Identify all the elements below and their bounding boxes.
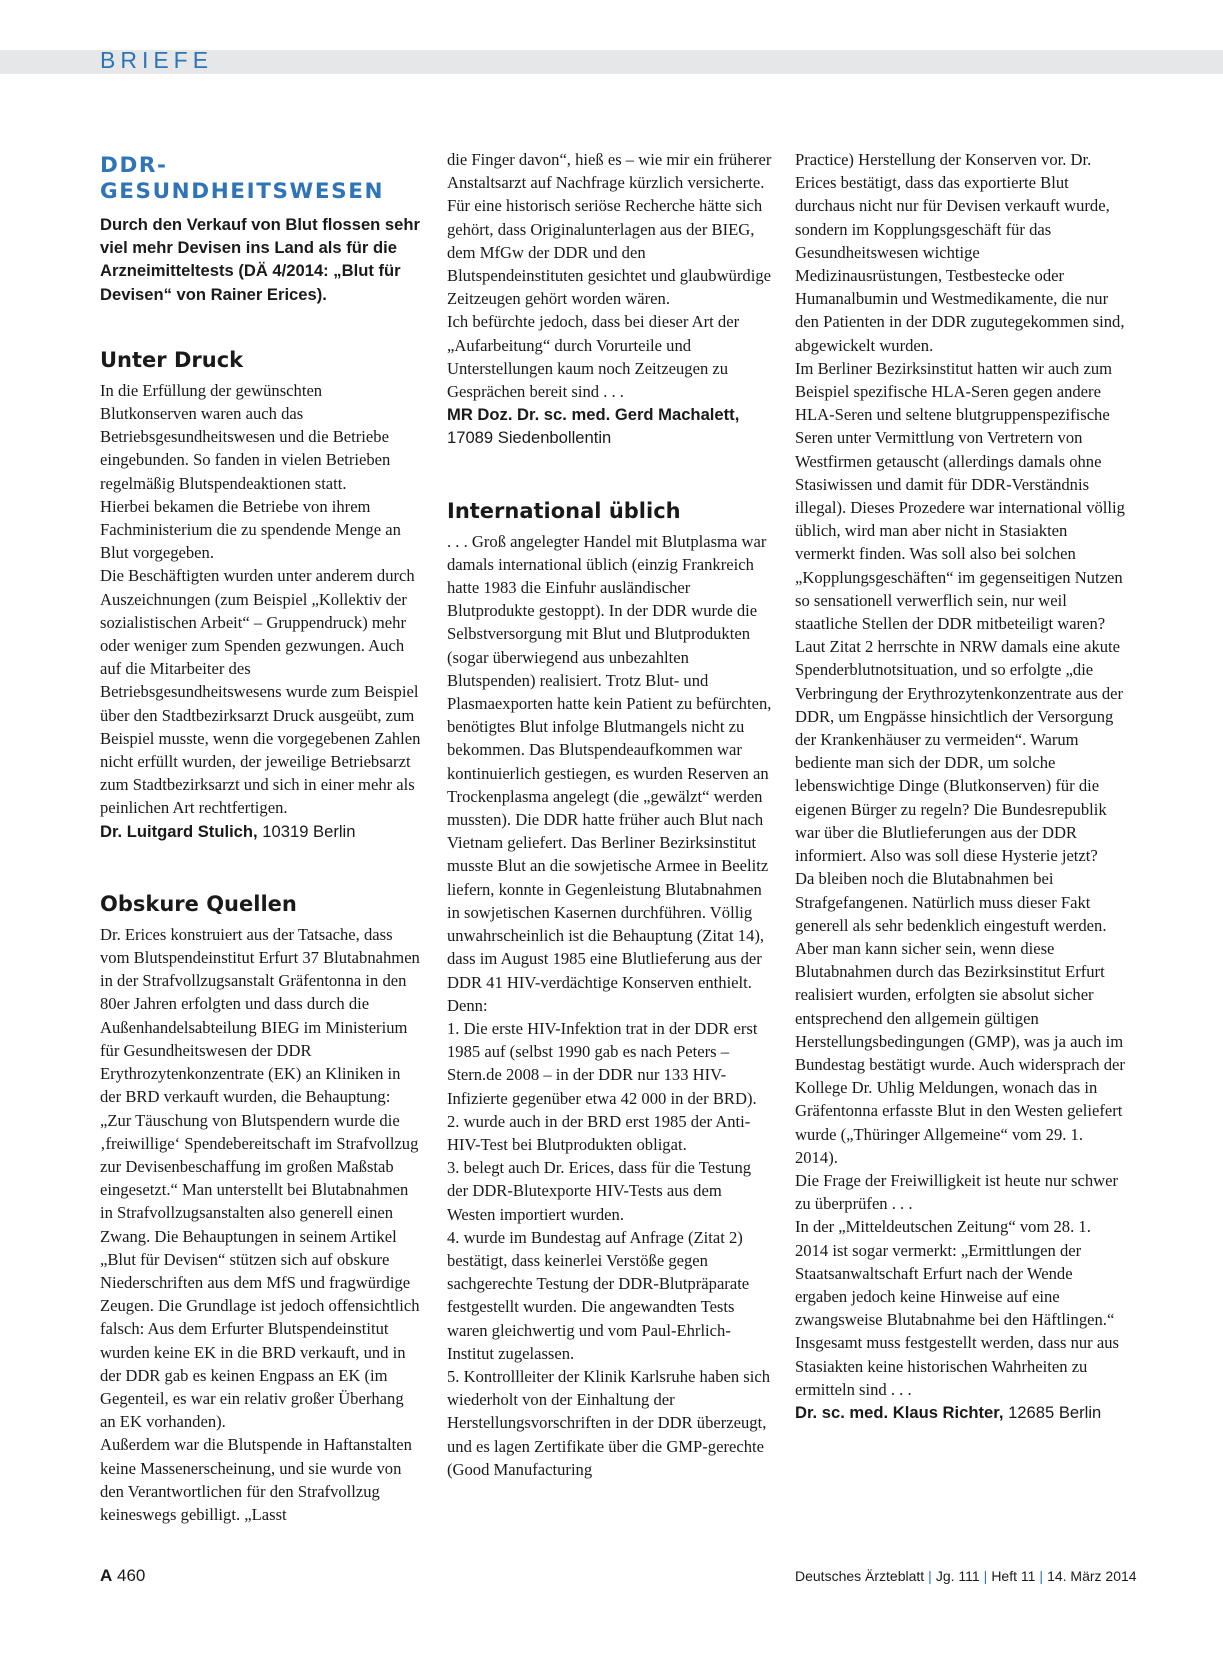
paragraph: 1. Die erste HIV-Infektion trat in der DDR erst 1985 auf (selbst 1990 gab es nach Peters – Stern.de 2008 – in der DDR nur 133 HIV-Infizierte gegenüber etwa 42 000 in der BRD). [447,1018,758,1108]
paragraph: Dr. Erices konstruiert aus der Tatsache, dass vom Blutspendeinstitut Erfurt 37 Blutabnahmen in der Strafvollzugsanstalt Gräfentonna in den 80er Jahren erfolgten und dass durch die Außenhandelsabteilung BIEG im Ministerium für Gesundheitswesen der DDR Erythrozytenkonzentrate (EK) an Kliniken in der BRD verkauft wurden, die Behauptung: „Zur Täuschung von Blutspendern wurde die ‚freiwillige‘ Spendebereitschaft im Strafvollzug zur Devisenbeschaffung im großen Maßstab eingesetzt.“ Man unterstellt bei Blutabnahmen in Strafvollzugsanstalten also generell einen Zwang. Die Behauptungen in seinem Artikel „Blut für Devisen“ stützen sich auf obskure Niederschriften aus dem MfS und fragwürdige Zeugen. Die Grundlage ist jedoch offensichtlich falsch: Aus dem Erfurter Blutspendeinstitut wurden keine EK in die BRD verkauft, und in der DDR gab es keinen Engpass an EK (im Gegenteil, es war ein relativ großer Überhang an EK vorhanden). [100,924,420,1432]
section-label: BRIEFE [100,47,214,73]
author-place: 10319 Berlin [262,821,356,841]
paragraph: In die Erfüllung der gewünschten Blutkonserven waren auch das Betriebsgesundheitswesen und die Betriebe eingebunden. So fanden in vielen Betrieben regelmäßig Blutspendeaktionen statt. [100,380,391,493]
paragraph: Da bleiben noch die Blutabnahmen bei Strafgefangenen. Natürlich muss dieser Fakt generell als sehr bedenklich eingestuft werden. Aber man kann sicher sein, wenn diese Blutabnahmen durch das Bezirksinstitut Erfurt realisiert wurden, erfolgten sie absolut sicher entsprechend den allgemein gültigen Herstellungsbedingungen (GMP), was ja auch im Bundestag bestätigt wurde. Auch widersprach der Kollege Dr. Uhlig Meldungen, wonach das in Gräfentonna erfasste Blut in den Westen geliefert wurde („Thüringer Allgemeine“ vom 29. 1. 2014). [795,869,1125,1167]
journal-name: Deutsches Ärzteblatt [795,1568,925,1584]
journal-volume: Jg. 111 [935,1568,980,1584]
rubric-title: DDR-GESUNDHEITSWESEN [100,153,385,204]
letter-author [447,403,773,449]
page-number [100,1566,145,1586]
paragraph: In der „Mitteldeutschen Zeitung“ vom 28. 1. 2014 ist sogar vermerkt: „Ermittlungen der Staatsanwaltschaft Erfurt nach der Wende ergaben jedoch keine Hinweise auf eine zwangsweise Blutabnahme bei den Häftlingen.“ [795,1217,1115,1330]
paragraph: Hierbei bekamen die Betriebe von ihrem Fachministerium die zu spendende Menge an Blut vorgegeben. [100,496,401,563]
paragraph: Im Berliner Bezirksinstitut hatten wir auch zum Beispiel spezifische HLA-Seren gegen andere HLA-Seren und seltene blutgruppenspezifische Seren unter Vermittlung von Vertretern von Westfirmen getauscht (allerdings damals ohne Stasiwissen und damit für DDR-Verständnis illegal). Dieses Prozedere war international völlig üblich, wird man aber nicht in Stasiakten vermerkt finden. Was soll also bei solchen „Kopplungsgeschäften“ im gegenseitigen Nutzen so sensationell verwerflich sein, nur weil staatliche Stellen der DDR mitbeteiligt waren? Laut Zitat 2 herrschte in NRW damals eine akute Spenderblutnotsituation, und so erfolgte „die Verbringung der Erythrozytenkonzentrate aus der DDR, um Engpässe hinsichtlich der Versorgung der Krankenhäuser zu vermeiden“. Warum bediente man sich der DDR, um solche lebenswichtige Dinge (Blutkonserven) für die eigenen Bürger zu regeln? Die Bundesrepublik war über die Blutlieferungen aus der DDR informiert. Also was soll diese Hysterie jetzt? [795,358,1125,866]
column-3 [795,148,1126,1424]
paragraph: Außerdem war die Blutspende in Haftanstalten keine Massenerscheinung, und sie wurde von den Verantwortlichen für den Strafvollzug keineswegs gebilligt. „Lasst [100,1435,412,1524]
letter-heading: International üblich [447,498,681,523]
paragraph: 4. wurde im Bundestag auf Anfrage (Zitat 2) bestätigt, dass keinerlei Verstöße gegen sachgerechte Testung der DDR-Blutpräparate festgestellt wurden. Die angewandten Tests waren gleichwertig und vom Paul-Ehrlich-Institut zugelassen. [447,1227,750,1363]
footer-info [795,1568,1137,1584]
paragraph: 3. belegt auch Dr. Erices, dass für die Testung der DDR-Blutexporte HIV-Tests aus dem Westen importiert wurden. [447,1158,752,1224]
paragraph: . . . Groß angelegter Handel mit Blutplasma war damals international üblich (einzig Frankreich hatte 1983 die Einfuhr ausländischer Blutprodukte gestoppt). In der DDR wurde die Selbstversorgung mit Blut und Blutprodukten (sogar überwiegend aus unbezahlten Blutspenden) realisiert. Trotz Blut- und Plasmaexporten hatte kein Patient zu befürchten, benötigtes Blut infolge Blutmangels nicht zu bekommen. Das Blutspendeaufkommen war kontinuierlich gestiegen, es wurden Reserven an Trockenplasma angelegt (die „gewälzt“ werden mussten). Die DDR hatte früher auch Blut nach Vietnam geliefert. Das Berliner Bezirksinstitut musste Blut an die sowjetische Armee in Beelitz liefern, konnte in Gegenleistung Blutabnahmen in sowjetischen Kasernen durchführen. Völlig unwahrscheinlich ist die Behauptung (Zitat 14), dass im August 1985 eine Blutlieferung aus der DDR 41 HIV-verdächtige Konserven enthielt. Denn: [447,531,772,1015]
paragraph: 5. Kontrollleiter der Klinik Karlsruhe haben sich wiederholt von der Einhaltung der Herstellungsvorschriften in der DDR überzeugt, und es lagen Zertifikate über die GMP-gerechte (Good Manufacturing [447,1366,771,1479]
letter-author [100,820,422,843]
paragraph: Practice) Herstellung der Konserven vor. Dr. Erices bestätigt, dass das exportierte Blut durchaus nicht nur für Devisen verkauft wurde, sondern im Kopplungsgeschäft für das Gesundheitswesen wichtige Medizinausrüstungen, Testbestecke oder Humanalbumin und Westmedikamente, die nur den Patienten in der DDR zugutegekommen sind, abgewickelt wurden. [795,150,1125,355]
author-name: Dr. sc. med. Klaus Richter, [795,1402,1004,1422]
letter-heading: Unter Druck [100,347,244,372]
page-number-value: 460 [117,1566,146,1585]
paragraph: 2. wurde auch in der BRD erst 1985 der Anti-HIV-Test bei Blutprodukten obligat. [447,1111,751,1154]
author-place: 12685 Berlin [1008,1402,1102,1422]
paragraph: Insgesamt muss festgestellt werden, dass nur aus Stasiakten keine historischen Wahrheiten zu ermitteln sind . . . [795,1333,1119,1399]
paragraph: Die Beschäftigten wurden unter anderem durch Auszeichnungen (zum Beispiel „Kollektiv der sozialistischen Arbeit“ – Gruppendruck) mehr oder weniger zum Spenden gezwungen. Auch auf die Mitarbeiter des Betriebsgesundheitswesens wurde zum Beispiel über den Stadtbezirksarzt Druck ausgeübt, zum Beispiel musste, wenn die vorgegebenen Zahlen nicht erfüllt wurden, der jeweilige Betriebsarzt zum Stadtbezirksarzt und sich in einer mehr als peinlichen Art rechtfertigen. [100,566,421,818]
author-place: 17089 Siedenbollentin [447,428,612,448]
author-name: Dr. Luitgard Stulich, [100,821,258,841]
journal-date: 14. März 2014 [1047,1568,1137,1584]
paragraph: Ich befürchte jedoch, dass bei dieser Art der „Aufarbeitung“ durch Vorurteile und Unterstellungen kaum noch Zeitzeugen zu Gesprächen bereit sind . . . [447,312,740,402]
author-name: MR Doz. Dr. sc. med. Gerd Machalett, [447,405,740,425]
column-2 [447,148,773,1481]
letter-author [795,1401,1126,1424]
journal-issue: Heft 11 [991,1568,1036,1584]
letter-heading: Obskure Quellen [100,891,297,916]
paragraph: Die Frage der Freiwilligkeit ist heute nur schwer zu überprüfen . . . [795,1170,1119,1214]
page-prefix: A [100,1566,113,1585]
paragraph: die Finger davon“, hieß es – wie mir ein früherer Anstaltsarzt auf Nachfrage kürzlich versicherte. Für eine historisch seriöse Recherche hätte sich gehört, dass Originalunterlagen aus der BIEG, dem MfGw der DDR und den Blutspendeinstituten gesichtet und glaubwürdige Zeitzeugen gehört worden wären. [447,150,772,309]
intro-text: Durch den Verkauf von Blut flossen sehr viel mehr Devisen ins Land als für die Arzneimitteltests (DÄ 4/2014: „Blut für Devisen“ von Rainer Erices). [100,215,420,304]
separator: | [928,1568,932,1584]
separator: | [1039,1568,1044,1584]
separator: | [983,1568,988,1584]
column-1 [100,148,422,1526]
